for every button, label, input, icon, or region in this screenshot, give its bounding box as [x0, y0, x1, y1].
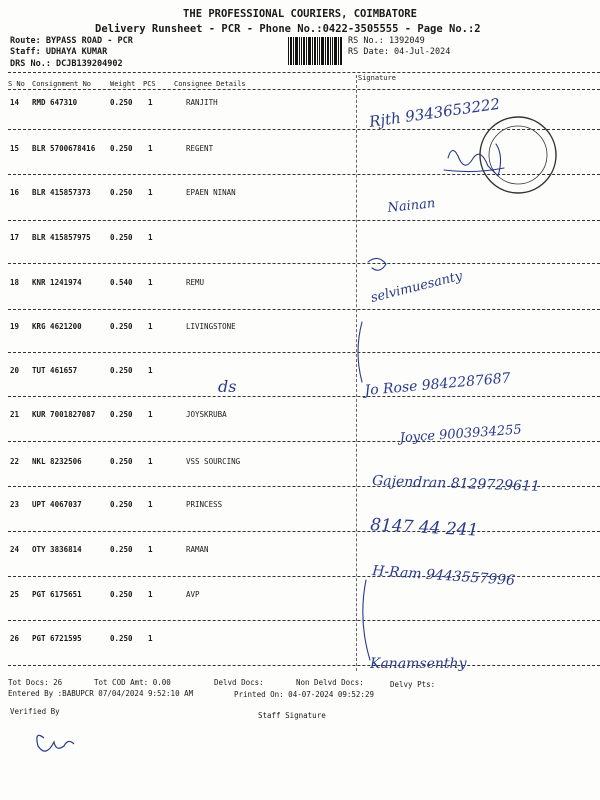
row-consignee: REMU: [186, 278, 205, 287]
row-pcs: 1: [148, 500, 153, 509]
row-pcs: 1: [148, 233, 153, 242]
row-weight: 0.250: [110, 457, 133, 466]
row-sno: 22: [10, 457, 20, 466]
signature-row24: H-Ram 9443557996: [371, 563, 516, 589]
row-pcs: 1: [148, 590, 153, 599]
runsheet-subtitle: Delivery Runsheet - PCR - Phone No.:0422-3505555 - Page No.:2: [95, 23, 481, 35]
signature-column-divider: [356, 75, 357, 671]
col-pcs: PCS: [143, 80, 156, 88]
signature-row20: Jo Rose 9842287687: [363, 370, 512, 399]
row-sno: 18: [10, 278, 20, 287]
row-consignment: BLR 5700678416: [32, 144, 96, 153]
row-pcs: 1: [148, 410, 153, 419]
row-pcs: 1: [148, 634, 153, 643]
total-cod-amount: Tot COD Amt: 0.00: [94, 678, 171, 687]
row-consignee: RAMAN: [186, 545, 209, 554]
row-pcs: 1: [148, 278, 153, 287]
row-consignee: REGENT: [186, 144, 214, 153]
drs-number: DRS No.: DCJB139204902: [10, 59, 123, 69]
row-weight: 0.250: [110, 634, 133, 643]
row-consignment: BLR 415857373: [32, 188, 91, 197]
row-rule: [8, 531, 600, 532]
row-consignee: RANJITH: [186, 98, 218, 107]
staff-signature-label: Staff Signature: [258, 711, 326, 720]
row-rule: [8, 129, 600, 130]
signature-row26: Kanamsenthy: [370, 656, 467, 672]
row-consignment: NKL 8232506: [32, 457, 82, 466]
row-pcs: 1: [148, 457, 153, 466]
row-weight: 0.250: [110, 410, 133, 419]
delivery-points: Delvy Pts:: [390, 680, 436, 689]
row-consignment: RMD 647310: [32, 98, 78, 107]
col-weight: Weight: [110, 80, 136, 88]
row-rule: [8, 174, 600, 175]
rs-number: RS No.: 1392049: [348, 36, 425, 46]
row-rule: [8, 486, 600, 487]
barcode-image: [288, 37, 342, 65]
col-sno: S No: [8, 80, 25, 88]
row-sno: 21: [10, 410, 20, 419]
col-signature: Signature: [358, 74, 396, 82]
row-pcs: 1: [148, 366, 153, 375]
table-bottom-rule: [8, 665, 600, 666]
row-weight: 0.250: [110, 545, 133, 554]
verified-by-label: Verified By: [10, 707, 60, 716]
row-consignment: OTY 3836814: [32, 545, 82, 554]
row-weight: 0.250: [110, 144, 133, 153]
row-weight: 0.250: [110, 233, 133, 242]
row-pcs: 1: [148, 545, 153, 554]
signature-row14: Rjth 9343653222: [368, 94, 502, 131]
row-consignment: BLR 415857975: [32, 233, 91, 242]
row-consignment: KNR 1241974: [32, 278, 82, 287]
row-sno: 25: [10, 590, 20, 599]
row-sno: 17: [10, 233, 20, 242]
rs-date: RS Date: 04-Jul-2024: [348, 47, 451, 57]
row-consignment: KRG 4621200: [32, 322, 82, 331]
row-weight: 0.250: [110, 366, 133, 375]
table-top-rule: [8, 72, 600, 73]
row-weight: 0.250: [110, 188, 133, 197]
row-sno: 23: [10, 500, 20, 509]
row-consignment: KUR 7001827087: [32, 410, 96, 419]
row-rule: [8, 576, 600, 577]
row-consignee: JOYSKRUBA: [186, 410, 227, 419]
row-sno: 15: [10, 144, 20, 153]
entered-by: Entered By :BABUPCR 07/04/2024 9:52:10 AM: [8, 689, 194, 698]
row-weight: 0.250: [110, 322, 133, 331]
row-sno: 14: [10, 98, 20, 107]
row-pcs: 1: [148, 144, 153, 153]
signature-row23: 8147 44 241: [369, 515, 479, 541]
row-sno: 26: [10, 634, 20, 643]
signature-row20-ds: ds: [218, 377, 237, 396]
row-pcs: 1: [148, 188, 153, 197]
row-rule: [8, 396, 600, 397]
signature-row16: Nainan: [386, 196, 436, 216]
row-consignee: PRINCESS: [186, 500, 223, 509]
row-weight: 0.250: [110, 500, 133, 509]
total-docs: Tot Docs: 26: [8, 678, 63, 687]
row-consignee: VSS SOURCING: [186, 457, 241, 466]
row-weight: 0.540: [110, 278, 133, 287]
row-rule: [8, 309, 600, 310]
row-pcs: 1: [148, 98, 153, 107]
row-consignment: UPT 4067037: [32, 500, 82, 509]
row-pcs: 1: [148, 322, 153, 331]
row-consignment: TUT 461657: [32, 366, 78, 375]
printed-on: Printed On: 04-07-2024 09:52:29: [234, 690, 374, 699]
row-consignment: PGT 6721595: [32, 634, 82, 643]
non-delivered-docs: Non Delvd Docs:: [296, 678, 364, 687]
row-sno: 20: [10, 366, 20, 375]
row-rule: [8, 263, 600, 264]
col-consignee: Consignee Details: [174, 80, 246, 88]
staff-label: Staff: UDHAYA KUMAR: [10, 47, 108, 57]
row-rule: [8, 352, 600, 353]
row-sno: 24: [10, 545, 20, 554]
row-rule: [8, 441, 600, 442]
row-rule: [8, 620, 600, 621]
signature-row21: Joyce 9003934255: [399, 422, 523, 446]
row-consignee: LIVINGSTONE: [186, 322, 236, 331]
row-weight: 0.250: [110, 98, 133, 107]
verifier-signature: [37, 735, 74, 751]
header-bottom-rule: [8, 89, 600, 90]
row-sno: 19: [10, 322, 20, 331]
col-consignment: Consignment No: [32, 80, 92, 88]
route-label: Route: BYPASS ROAD - PCR: [10, 36, 133, 46]
company-title: THE PROFESSIONAL COURIERS, COIMBATORE: [183, 8, 417, 20]
row-sno: 16: [10, 188, 20, 197]
signature-row18: selvimuesanty: [369, 268, 464, 306]
row-weight: 0.250: [110, 590, 133, 599]
row-consignment: PGT 6175651: [32, 590, 82, 599]
signature-row22: Gajendran 8129729611: [371, 473, 541, 495]
row-consignee: AVP: [186, 590, 200, 599]
delivered-docs: Delvd Docs:: [214, 678, 264, 687]
row-consignee: EPAEN NINAN: [186, 188, 236, 197]
row-rule: [8, 220, 600, 221]
